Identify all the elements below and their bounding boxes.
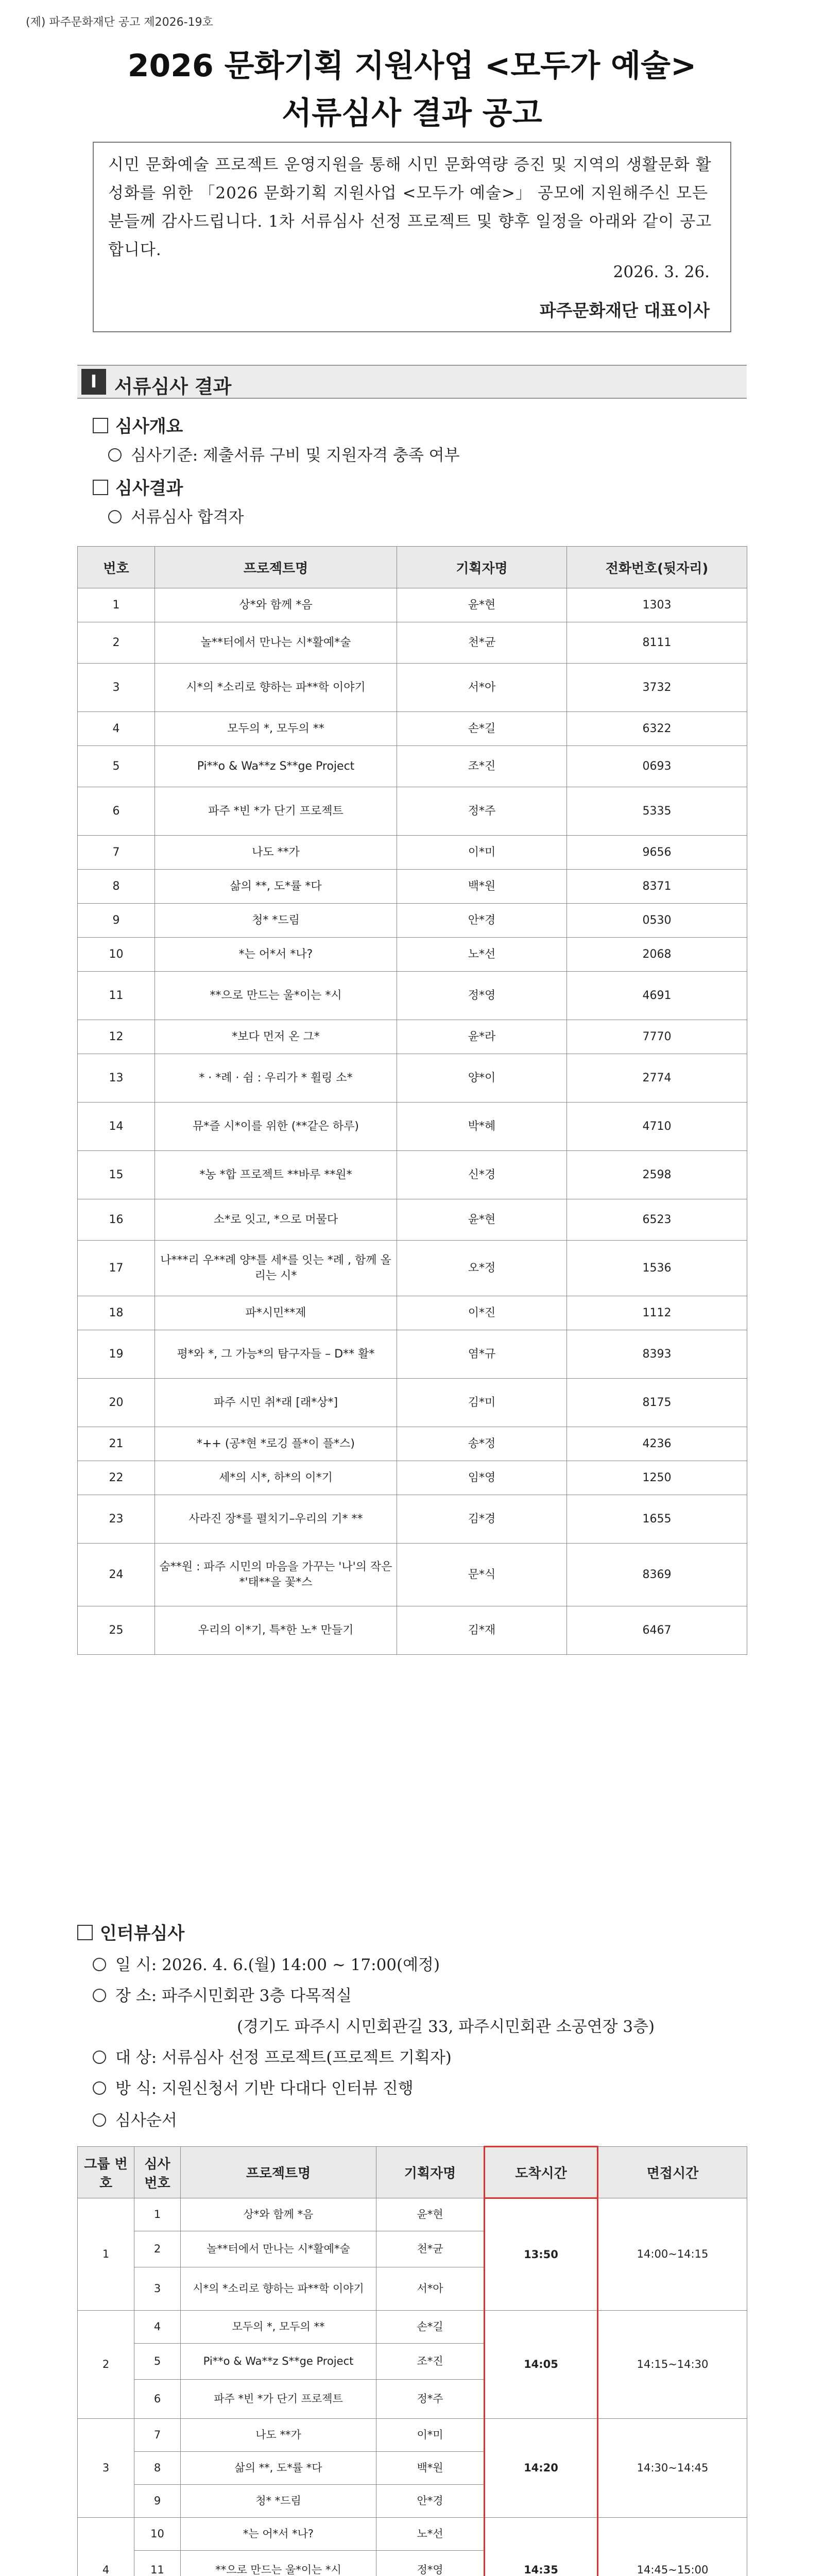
phone-suffix: 4710 — [567, 1103, 747, 1151]
checkbox-square-icon — [77, 1925, 93, 1940]
table-row — [78, 1241, 747, 1296]
phone-suffix: 2598 — [567, 1151, 747, 1199]
project-name: 우리의 이*기, 특*한 노* 만들기 — [155, 1606, 397, 1655]
table-row — [78, 1199, 747, 1241]
subheading-result: 심사결과 — [93, 474, 183, 499]
row-number: 3 — [78, 664, 155, 712]
table-row — [78, 1151, 747, 1199]
interview-address: (경기도 파주시 시민회관길 33, 파주시민회관 소공연장 3층) — [237, 2018, 655, 2036]
planner-name: 백*원 — [376, 2452, 485, 2485]
project-name: 숨**원 : 파주 시민의 마음을 가꾸는 '나'의 작은 *'태**을 꽃*스 — [155, 1544, 397, 1606]
header-interview-time: 면접시간 — [598, 2147, 747, 2198]
project-name: 소*로 잇고, *으로 머물다 — [155, 1199, 397, 1241]
phone-suffix: 1112 — [567, 1296, 747, 1330]
planner-name: 조*진 — [376, 2344, 485, 2380]
row-number: 22 — [78, 1461, 155, 1495]
row-number: 20 — [78, 1379, 155, 1427]
row-number: 24 — [78, 1544, 155, 1606]
circle-bullet-icon — [93, 2050, 106, 2064]
row-number: 19 — [78, 1330, 155, 1379]
row-number: 15 — [78, 1151, 155, 1199]
circle-bullet-icon — [108, 448, 122, 462]
planner-name: 신*경 — [397, 1151, 567, 1199]
planner-name: 정*영 — [397, 972, 567, 1020]
table-row — [78, 1606, 747, 1655]
results-table — [77, 546, 747, 1655]
phone-suffix: 4236 — [567, 1427, 747, 1461]
project-name: **으로 만드는 울*이는 *시 — [181, 2551, 376, 2576]
project-name: 나***리 우**례 양*틀 세*를 잇는 *례 , 함께 올리는 시* — [155, 1241, 397, 1296]
row-number: 5 — [78, 746, 155, 787]
row-number: 21 — [78, 1427, 155, 1461]
header-project: 프로젝트명 — [181, 2147, 376, 2198]
table-row — [78, 1379, 747, 1427]
phone-suffix: 8175 — [567, 1379, 747, 1427]
row-number: 4 — [78, 712, 155, 746]
group-number: 3 — [78, 2419, 134, 2518]
exam-number: 1 — [134, 2198, 181, 2231]
project-name: 뮤*즐 시*이를 위한 (**같은 하루) — [155, 1103, 397, 1151]
circle-bullet-icon — [93, 1958, 106, 1971]
phone-suffix: 6523 — [567, 1199, 747, 1241]
circle-bullet-icon — [108, 510, 122, 523]
planner-name: 오*정 — [397, 1241, 567, 1296]
schedule-row — [78, 2311, 747, 2344]
project-name: 파주 시민 취*래 [래*상*] — [155, 1379, 397, 1427]
project-name: **으로 만드는 울*이는 *시 — [155, 972, 397, 1020]
planner-name: 윤*현 — [397, 588, 567, 622]
interview-place: 장 소: 파주시민회관 3층 다목적실 — [93, 1982, 352, 2006]
planner-name: 조*진 — [397, 746, 567, 787]
result-summary: 서류심사 합격자 — [108, 504, 244, 527]
phone-suffix: 2068 — [567, 938, 747, 972]
header-number: 번호 — [78, 547, 155, 588]
row-number: 16 — [78, 1199, 155, 1241]
phone-suffix: 2774 — [567, 1054, 747, 1103]
table-row — [78, 712, 747, 746]
planner-name: 서*아 — [397, 664, 567, 712]
section-number: Ⅰ — [81, 369, 106, 395]
interview-time: 14:00~14:15 — [598, 2198, 747, 2311]
table-row — [78, 938, 747, 972]
project-name: * · *례 · 쉼 : 우리가 * 휠링 소* — [155, 1054, 397, 1103]
planner-name: 노*선 — [397, 938, 567, 972]
project-name: *++ (공*현 *로깅 플*이 플*스) — [155, 1427, 397, 1461]
subheading-interview: 인터뷰심사 — [77, 1919, 184, 1944]
project-name: 시*의 *소리로 향하는 파**학 이야기 — [155, 664, 397, 712]
header-project: 프로젝트명 — [155, 547, 397, 588]
arrival-time: 14:05 — [485, 2311, 598, 2419]
interview-target: 대 상: 서류심사 선정 프로젝트(프로젝트 기획자) — [93, 2044, 452, 2067]
row-number: 13 — [78, 1054, 155, 1103]
table-row — [78, 588, 747, 622]
planner-name: 이*미 — [397, 836, 567, 870]
header-group: 그룹 번호 — [78, 2147, 134, 2198]
schedule-row — [78, 2518, 747, 2551]
phone-suffix: 9656 — [567, 836, 747, 870]
phone-suffix: 6467 — [567, 1606, 747, 1655]
group-number: 4 — [78, 2518, 134, 2576]
phone-suffix: 0530 — [567, 904, 747, 938]
table-row — [78, 904, 747, 938]
phone-suffix: 1250 — [567, 1461, 747, 1495]
intro-text: 시민 문화예술 프로젝트 운영지원을 통해 시민 문화역량 증진 및 지역의 생활문화 활성화를 위한 「2026 문화기획 지원사업 <모두가 예술>」 공모에 지원해주신 모든 분들께 감사드립니다. 1차 서류심사 선정 프로젝트 및 향후 일정을 아래와 같이 공고합니다. — [108, 156, 712, 259]
phone-suffix: 8371 — [567, 870, 747, 904]
table-row — [78, 1544, 747, 1606]
exam-number: 6 — [134, 2380, 181, 2419]
table-row — [78, 787, 747, 836]
project-name: 삶의 **, 도*률 *다 — [181, 2452, 376, 2485]
section-header-results — [77, 365, 747, 399]
planner-name: 백*원 — [397, 870, 567, 904]
schedule-row — [78, 2198, 747, 2231]
circle-bullet-icon — [93, 1989, 106, 2002]
planner-name: 이*미 — [376, 2419, 485, 2452]
row-number: 14 — [78, 1103, 155, 1151]
row-number: 2 — [78, 622, 155, 664]
page-title: 2026 문화기획 지원사업 <모두가 예술> — [127, 48, 697, 84]
phone-suffix: 1536 — [567, 1241, 747, 1296]
project-name: 청* *드림 — [155, 904, 397, 938]
table-row — [78, 972, 747, 1020]
interview-method: 방 식: 지원신청서 기반 다대다 인터뷰 진행 — [93, 2075, 414, 2098]
row-number: 12 — [78, 1020, 155, 1054]
planner-name: 염*규 — [397, 1330, 567, 1379]
planner-name: 노*선 — [376, 2518, 485, 2551]
table-row — [78, 1427, 747, 1461]
overview-criteria: 심사기준: 제출서류 구비 및 지원자격 충족 여부 — [108, 442, 460, 465]
exam-number: 3 — [134, 2267, 181, 2311]
interview-schedule-table — [77, 2146, 747, 2576]
exam-number: 10 — [134, 2518, 181, 2551]
exam-number: 4 — [134, 2311, 181, 2344]
project-name: 나도 **가 — [181, 2419, 376, 2452]
phone-suffix: 5335 — [567, 787, 747, 836]
project-name: 파주 *빈 *가 단기 프로젝트 — [155, 787, 397, 836]
table-row — [78, 622, 747, 664]
project-name: *는 어*서 *나? — [155, 938, 397, 972]
arrival-time: 14:20 — [485, 2419, 598, 2518]
subheading-overview: 심사개요 — [93, 412, 183, 437]
exam-number: 7 — [134, 2419, 181, 2452]
group-number: 1 — [78, 2198, 134, 2311]
row-number: 10 — [78, 938, 155, 972]
interview-time: 14:15~14:30 — [598, 2311, 747, 2419]
header-exam-number: 심사 번호 — [134, 2147, 181, 2198]
project-name: *보다 먼저 온 그* — [155, 1020, 397, 1054]
row-number: 7 — [78, 836, 155, 870]
exam-number: 5 — [134, 2344, 181, 2380]
phone-suffix: 3732 — [567, 664, 747, 712]
planner-name: 윤*라 — [397, 1020, 567, 1054]
planner-name: 윤*현 — [397, 1199, 567, 1241]
header-planner: 기획자명 — [376, 2147, 485, 2198]
phone-suffix: 6322 — [567, 712, 747, 746]
arrival-time: 14:35 — [485, 2518, 598, 2576]
table-row — [78, 1495, 747, 1544]
intro-organization: 파주문화재단 대표이사 — [539, 300, 710, 320]
row-number: 23 — [78, 1495, 155, 1544]
planner-name: 임*영 — [397, 1461, 567, 1495]
planner-name: 이*진 — [397, 1296, 567, 1330]
planner-name: 김*재 — [397, 1606, 567, 1655]
project-name: 파주 *빈 *가 단기 프로젝트 — [181, 2380, 376, 2419]
table-row — [78, 1461, 747, 1495]
project-name: 평*와 *, 그 가능*의 탐구자들 – D** 활* — [155, 1330, 397, 1379]
table-row — [78, 1054, 747, 1103]
project-name: *농 *합 프로젝트 **바루 **원* — [155, 1151, 397, 1199]
planner-name: 천*균 — [397, 622, 567, 664]
row-number: 1 — [78, 588, 155, 622]
planner-name: 김*경 — [397, 1495, 567, 1544]
circle-bullet-icon — [93, 2113, 106, 2127]
planner-name: 안*경 — [376, 2485, 485, 2518]
project-name: 모두의 *, 모두의 ** — [155, 712, 397, 746]
exam-number: 11 — [134, 2551, 181, 2576]
phone-suffix: 8369 — [567, 1544, 747, 1606]
interview-time: 14:45~15:00 — [598, 2518, 747, 2576]
table-row — [78, 664, 747, 712]
planner-name: 윤*현 — [376, 2198, 485, 2231]
project-name: 삶의 **, 도*률 *다 — [155, 870, 397, 904]
header-arrival-time: 도착시간 — [485, 2147, 598, 2198]
page-subtitle: 서류심사 결과 공고 — [282, 95, 542, 131]
section-title: 서류심사 결과 — [114, 376, 232, 398]
project-name: *는 어*서 *나? — [181, 2518, 376, 2551]
planner-name: 박*혜 — [397, 1103, 567, 1151]
project-name: 나도 **가 — [155, 836, 397, 870]
exam-number: 2 — [134, 2231, 181, 2267]
phone-suffix: 8393 — [567, 1330, 747, 1379]
phone-suffix: 8111 — [567, 622, 747, 664]
planner-name: 손*길 — [376, 2311, 485, 2344]
planner-name: 안*경 — [397, 904, 567, 938]
intro-date: 2026. 3. 26. — [613, 263, 710, 281]
phone-suffix: 1655 — [567, 1495, 747, 1544]
circle-bullet-icon — [93, 2081, 106, 2095]
table-row — [78, 836, 747, 870]
notice-number: (제) 파주문화재단 공고 제2026-19호 — [26, 16, 213, 29]
phone-suffix: 7770 — [567, 1020, 747, 1054]
arrival-time: 13:50 — [485, 2198, 598, 2311]
project-name: 상*와 함께 *음 — [155, 588, 397, 622]
table-row — [78, 1330, 747, 1379]
row-number: 9 — [78, 904, 155, 938]
checkbox-square-icon — [93, 418, 108, 433]
planner-name: 송*정 — [397, 1427, 567, 1461]
row-number: 25 — [78, 1606, 155, 1655]
planner-name: 서*아 — [376, 2267, 485, 2311]
phone-suffix: 1303 — [567, 588, 747, 622]
planner-name: 양*이 — [397, 1054, 567, 1103]
project-name: Pi**o & Wa**z S**ge Project — [181, 2344, 376, 2380]
planner-name: 정*주 — [397, 787, 567, 836]
table-row — [78, 1296, 747, 1330]
table-row — [78, 1103, 747, 1151]
exam-number: 8 — [134, 2452, 181, 2485]
project-name: 시*의 *소리로 향하는 파**학 이야기 — [181, 2267, 376, 2311]
schedule-row — [78, 2419, 747, 2452]
project-name: 놀**터에서 만나는 시*활예*술 — [155, 622, 397, 664]
planner-name: 정*영 — [376, 2551, 485, 2576]
project-name: Pi**o & Wa**z S**ge Project — [155, 746, 397, 787]
row-number: 11 — [78, 972, 155, 1020]
checkbox-square-icon — [93, 480, 108, 495]
planner-name: 정*주 — [376, 2380, 485, 2419]
phone-suffix: 0693 — [567, 746, 747, 787]
project-name: 사라진 장*를 펼치기–우리의 기* ** — [155, 1495, 397, 1544]
exam-number: 9 — [134, 2485, 181, 2518]
planner-name: 천*균 — [376, 2231, 485, 2267]
project-name: 상*와 함께 *음 — [181, 2198, 376, 2231]
row-number: 8 — [78, 870, 155, 904]
planner-name: 손*길 — [397, 712, 567, 746]
table-row — [78, 1020, 747, 1054]
row-number: 18 — [78, 1296, 155, 1330]
intro-box — [93, 142, 731, 332]
project-name: 파*시민**제 — [155, 1296, 397, 1330]
header-planner: 기획자명 — [397, 547, 567, 588]
interview-time: 14:30~14:45 — [598, 2419, 747, 2518]
project-name: 놀**터에서 만나는 시*활예*술 — [181, 2231, 376, 2267]
project-name: 청* *드림 — [181, 2485, 376, 2518]
interview-date: 일 시: 2026. 4. 6.(월) 14:00 ~ 17:00(예정) — [93, 1952, 440, 1975]
group-number: 2 — [78, 2311, 134, 2419]
interview-order: 심사순서 — [93, 2107, 177, 2130]
row-number: 6 — [78, 787, 155, 836]
planner-name: 문*식 — [397, 1544, 567, 1606]
row-number: 17 — [78, 1241, 155, 1296]
planner-name: 김*미 — [397, 1379, 567, 1427]
phone-suffix: 4691 — [567, 972, 747, 1020]
table-row — [78, 870, 747, 904]
table-row — [78, 746, 747, 787]
project-name: 세*의 시*, 하*의 이*기 — [155, 1461, 397, 1495]
header-phone: 전화번호(뒷자리) — [567, 547, 747, 588]
project-name: 모두의 *, 모두의 ** — [181, 2311, 376, 2344]
